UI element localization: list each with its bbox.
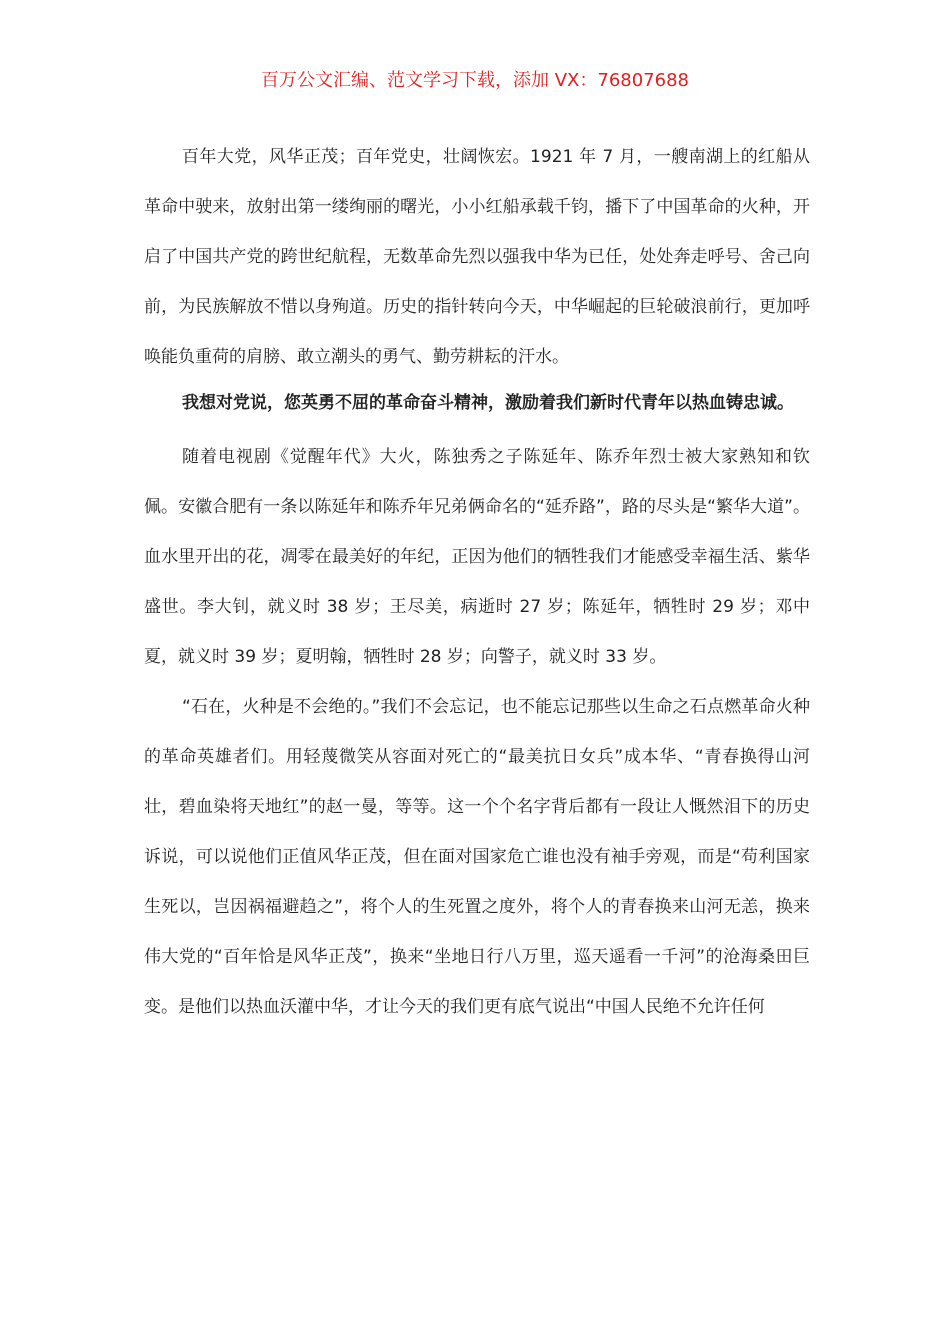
paragraph-intro: 百年大党，风华正茂；百年党史，壮阔恢宏。1921 年 7 月，一艘南湖上的红船从革命中驶来，放射出第一缕绚丽的曙光，小小红船承载千钧，播下了中国革命的火种，开启了中国共产党的跨世纪航程，无数革命先烈以强我中华为已任，处处奔走呼号、舍己向前，为民族解放不惜以身殉道。历史的指针转向今天，中华崛起的巨轮破浪前行，更加呼唤能负重荷的肩膀、敢立潮头的勇气、勤劳耕耘的汗水。 [144,147,810,367]
paragraph-martyrs: 随着电视剧《觉醒年代》大火，陈独秀之子陈延年、陈乔年烈士被大家熟知和钦佩。安徽合肥有一条以陈延年和陈乔年兄弟俩命名的“延乔路”，路的尽头是“繁华大道”。血水里开出的花，凋零在最美好的年纪，正因为他们的牺牲我们才能感受幸福生活、紫华盛世。李大钊，就义时 38 岁；王尽美，病逝时 27 岁；陈延年，牺牲时 29 岁；邓中夏，就义时 39 岁；夏明翰，牺牲时 28 岁；向警子，就义时 33 岁。 [144,447,810,667]
paragraph-heading-bold: 我想对党说，您英勇不屈的革命奋斗精神，激励着我们新时代青年以热血铸忠诚。 [182,393,794,413]
paragraph-heroes: “石在，火种是不会绝的。”我们不会忘记，也不能忘记那些以生命之石点燃革命火种的革命英雄者们。用轻蔑微笑从容面对死亡的“最美抗日女兵”成本华、“青春换得山河壮，碧血染将天地红”的赵一曼，等等。这一个个名字背后都有一段让人慨然泪下的历史诉说，可以说他们正值风华正茂，但在面对国家危亡谁也没有袖手旁观，而是“苟利国家生死以，岂因祸福避趋之”，将个人的生死置之度外，将个人的青春换来山河无恙，换来伟大党的“百年恰是风华正茂”，换来“坐地日行八万里，巡天遥看一千河”的沧海桑田巨变。是他们以热血沃灌中华，才让今天的我们更有底气说出“中国人民绝不允许任何 [144,697,810,1017]
header-banner: 百万公文汇编、范文学习下载，添加 VX：76807688 [261,70,689,91]
document-body [144,132,810,1032]
